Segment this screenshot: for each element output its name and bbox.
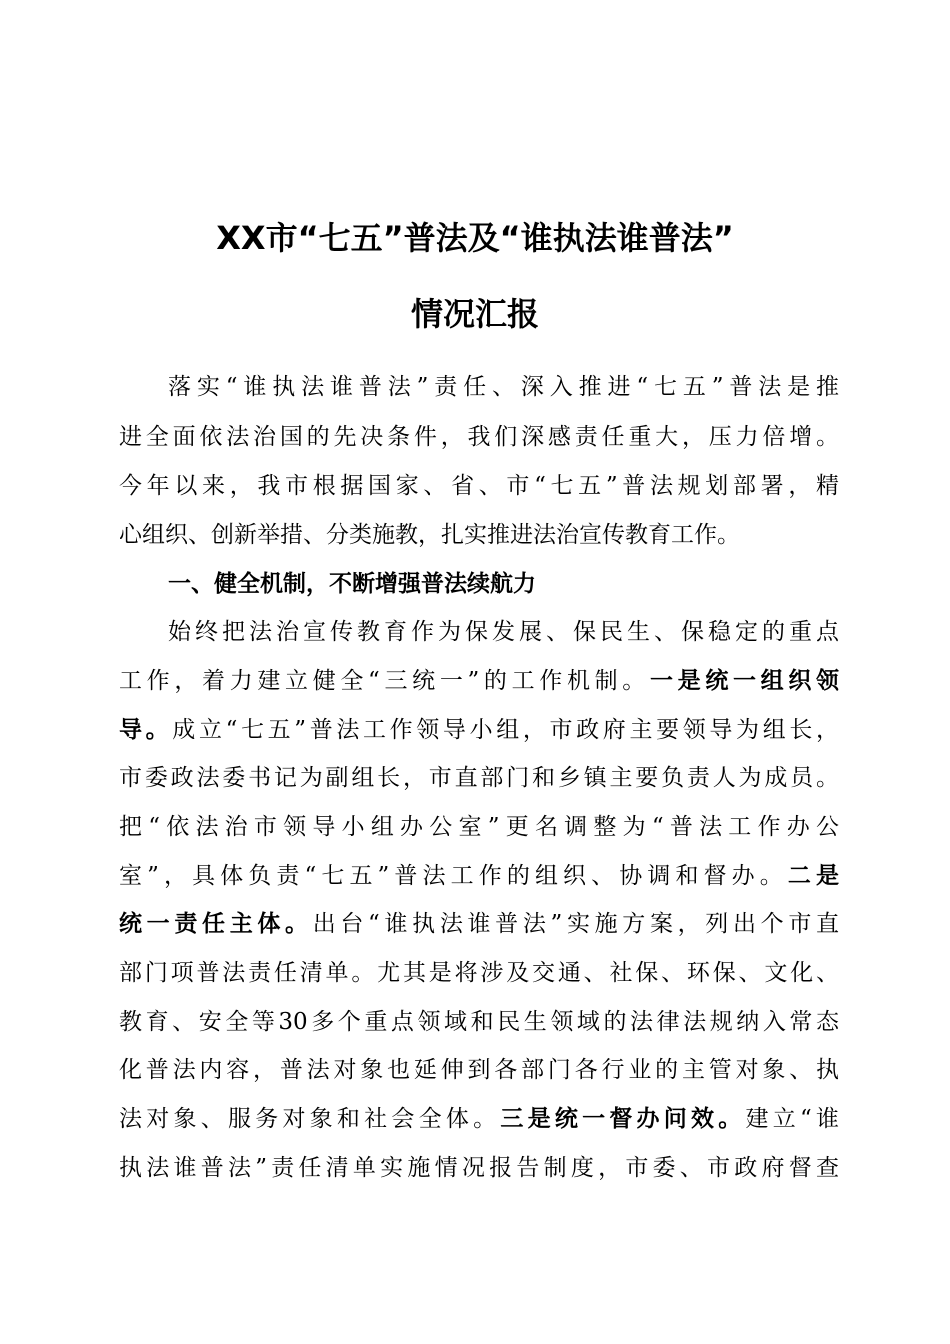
body-line: 化普法内容，普法对象也延伸到各部门各行业的主管对象、执: [119, 1057, 839, 1083]
bold-lead-phrase: 三是统一督办问效。: [500, 1105, 746, 1132]
bold-lead-phrase: 一是统一组织领: [649, 667, 839, 694]
document-title-line-2: 情况汇报: [410, 295, 539, 333]
body-text: 出台“谁执法谁普法”实施方案，列出个市直: [312, 911, 839, 937]
body-line: 执法谁普法”责任清单实施情况报告制度，市委、市政府督查: [119, 1155, 839, 1181]
intro-line: 落实“谁执法谁普法”责任、深入推进“七五”普法是推: [168, 374, 839, 400]
body-text: 法对象、服务对象和社会全体。: [119, 1106, 501, 1132]
body-line: 市委政法委书记为副组长，市直部门和乡镇主要负责人为成员。: [119, 765, 839, 791]
intro-line: 心组织、创新举措、分类施教，扎实推进法治宣传教育工作。: [119, 522, 740, 548]
body-text: 建立“谁: [745, 1106, 840, 1132]
body-line: [119, 710, 839, 750]
intro-line: 今年以来，我市根据国家、省、市“七五”普法规划部署，精: [119, 473, 839, 499]
body-line: 始终把法治宣传教育作为保发展、保民生、保稳定的重点: [168, 619, 839, 645]
document-title-line-1: XX市“七五”普法及“谁执法谁普法”: [216, 219, 734, 257]
bold-lead-phrase: 导。: [119, 716, 173, 743]
body-line: 把“依法治市领导小组办公室”更名调整为“普法工作办公: [119, 814, 839, 840]
body-line: [119, 904, 839, 944]
body-line: 教育、安全等30多个重点领域和民生领域的法律法规纳入常态: [119, 1009, 839, 1035]
body-line: 部门项普法责任清单。尤其是将涉及交通、社保、环保、文化、: [119, 960, 839, 986]
body-text: 成立“七五”普法工作领导小组，市政府主要领导为组长，: [172, 717, 839, 743]
body-line: [119, 1099, 839, 1139]
section-heading: 一、健全机制，不断增强普法续航力: [168, 571, 536, 597]
bold-lead-phrase: 二是: [787, 862, 839, 889]
body-text: 工作，着力建立健全“三统一”的工作机制。: [119, 668, 650, 694]
body-line: [119, 856, 839, 896]
bold-lead-phrase: 统一责任主体。: [119, 910, 313, 937]
body-line: [119, 661, 839, 701]
body-text: 室”，具体负责“七五”普法工作的组织、协调和督办。: [119, 863, 788, 889]
intro-line: 进全面依法治国的先决条件，我们深感责任重大，压力倍增。: [119, 424, 839, 450]
